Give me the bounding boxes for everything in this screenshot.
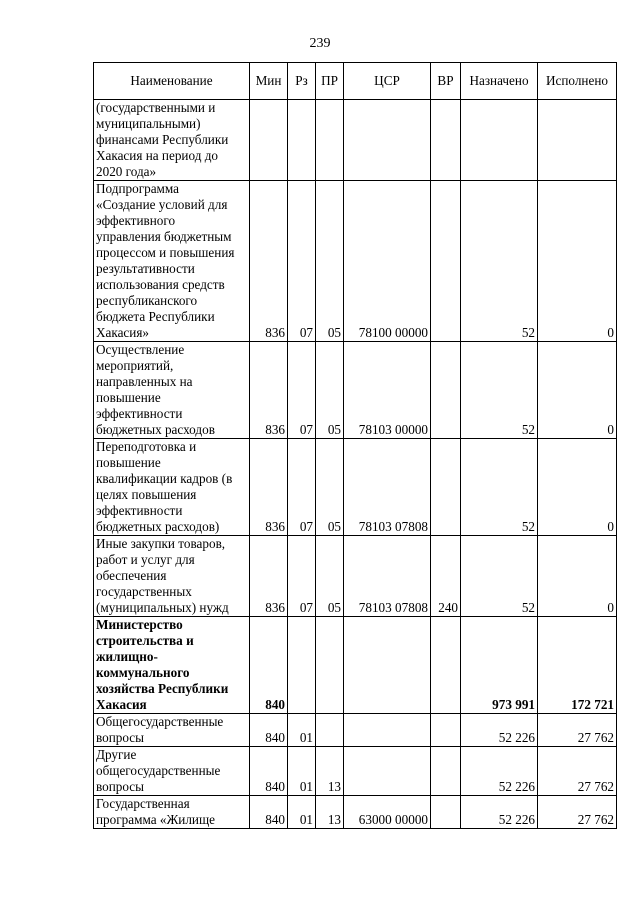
- cell-min: 840: [250, 747, 288, 796]
- cell-executed: 0: [538, 439, 617, 536]
- budget-table: [93, 62, 617, 829]
- cell-name: (государственными и муниципальными) финансами Республики Хакасия на период до 2020 года»: [94, 100, 250, 181]
- cell-pr: 05: [316, 439, 344, 536]
- cell-csr: [344, 714, 431, 747]
- cell-csr: 78103 07808: [344, 536, 431, 617]
- cell-pr: 13: [316, 796, 344, 829]
- cell-vr: [431, 714, 461, 747]
- cell-csr: 78103 07808: [344, 439, 431, 536]
- cell-min: 836: [250, 536, 288, 617]
- header-min: Мин: [250, 63, 288, 100]
- header-pr: ПР: [316, 63, 344, 100]
- cell-vr: [431, 796, 461, 829]
- cell-min: 840: [250, 617, 288, 714]
- cell-assigned: 52: [461, 181, 538, 342]
- table-row: [94, 181, 617, 342]
- cell-name: Общегосударственные вопросы: [94, 714, 250, 747]
- cell-executed: [538, 100, 617, 181]
- cell-executed: 27 762: [538, 796, 617, 829]
- header-executed: Исполнено: [538, 63, 617, 100]
- cell-executed: 172 721: [538, 617, 617, 714]
- cell-pr: 05: [316, 536, 344, 617]
- table-row: [94, 536, 617, 617]
- table-row: [94, 617, 617, 714]
- cell-executed: 0: [538, 536, 617, 617]
- header-assigned: Назначено: [461, 63, 538, 100]
- cell-name: Переподготовка и повышение квалификации кадров (в целях повышения эффективности бюджетных расходов): [94, 439, 250, 536]
- cell-rz: 01: [288, 796, 316, 829]
- cell-rz: 07: [288, 439, 316, 536]
- cell-name: Государственная программа «Жилище: [94, 796, 250, 829]
- cell-pr: 05: [316, 181, 344, 342]
- cell-assigned: 52: [461, 342, 538, 439]
- cell-name: Иные закупки товаров, работ и услуг для обеспечения государственных (муниципальных) нужд: [94, 536, 250, 617]
- cell-csr: [344, 747, 431, 796]
- table-row: [94, 100, 617, 181]
- table-row: [94, 342, 617, 439]
- cell-rz: 07: [288, 181, 316, 342]
- cell-rz: [288, 617, 316, 714]
- cell-name: Подпрограмма «Создание условий для эффективного управления бюджетным процессом и повышения результативности использования средств республиканского бюджета Республики Хакасия»: [94, 181, 250, 342]
- cell-csr: 63000 00000: [344, 796, 431, 829]
- cell-pr: [316, 100, 344, 181]
- cell-vr: [431, 747, 461, 796]
- cell-min: 836: [250, 181, 288, 342]
- table-row: [94, 747, 617, 796]
- cell-name: Другие общегосударственные вопросы: [94, 747, 250, 796]
- cell-rz: 01: [288, 714, 316, 747]
- cell-assigned: 52 226: [461, 747, 538, 796]
- cell-pr: 05: [316, 342, 344, 439]
- cell-pr: [316, 714, 344, 747]
- cell-min: [250, 100, 288, 181]
- cell-assigned: 52 226: [461, 714, 538, 747]
- header-csr: ЦСР: [344, 63, 431, 100]
- header-vr: ВР: [431, 63, 461, 100]
- cell-pr: [316, 617, 344, 714]
- page-number: 239: [309, 36, 331, 51]
- cell-rz: 07: [288, 342, 316, 439]
- cell-executed: 0: [538, 181, 617, 342]
- cell-assigned: 52: [461, 439, 538, 536]
- cell-vr: [431, 181, 461, 342]
- cell-min: 840: [250, 796, 288, 829]
- table-row: [94, 439, 617, 536]
- cell-vr: [431, 100, 461, 181]
- table-body: [94, 100, 617, 829]
- cell-name: Министерство строительства и жилищно- коммунального хозяйства Республики Хакасия: [94, 617, 250, 714]
- cell-csr: [344, 617, 431, 714]
- cell-name: Осуществление мероприятий, направленных на повышение эффективности бюджетных расходов: [94, 342, 250, 439]
- cell-min: 836: [250, 439, 288, 536]
- cell-assigned: 52: [461, 536, 538, 617]
- cell-executed: 27 762: [538, 714, 617, 747]
- table-row: [94, 714, 617, 747]
- cell-executed: 27 762: [538, 747, 617, 796]
- cell-rz: 01: [288, 747, 316, 796]
- cell-csr: 78103 00000: [344, 342, 431, 439]
- cell-rz: [288, 100, 316, 181]
- cell-vr: 240: [431, 536, 461, 617]
- cell-vr: [431, 617, 461, 714]
- header-rz: Рз: [288, 63, 316, 100]
- table-header-row: [94, 63, 617, 100]
- cell-assigned: 52 226: [461, 796, 538, 829]
- cell-csr: 78100 00000: [344, 181, 431, 342]
- cell-vr: [431, 342, 461, 439]
- cell-csr: [344, 100, 431, 181]
- cell-assigned: 973 991: [461, 617, 538, 714]
- cell-min: 836: [250, 342, 288, 439]
- cell-min: 840: [250, 714, 288, 747]
- table-row: [94, 796, 617, 829]
- header-name: Наименование: [94, 63, 250, 100]
- cell-rz: 07: [288, 536, 316, 617]
- cell-pr: 13: [316, 747, 344, 796]
- cell-assigned: [461, 100, 538, 181]
- cell-executed: 0: [538, 342, 617, 439]
- cell-vr: [431, 439, 461, 536]
